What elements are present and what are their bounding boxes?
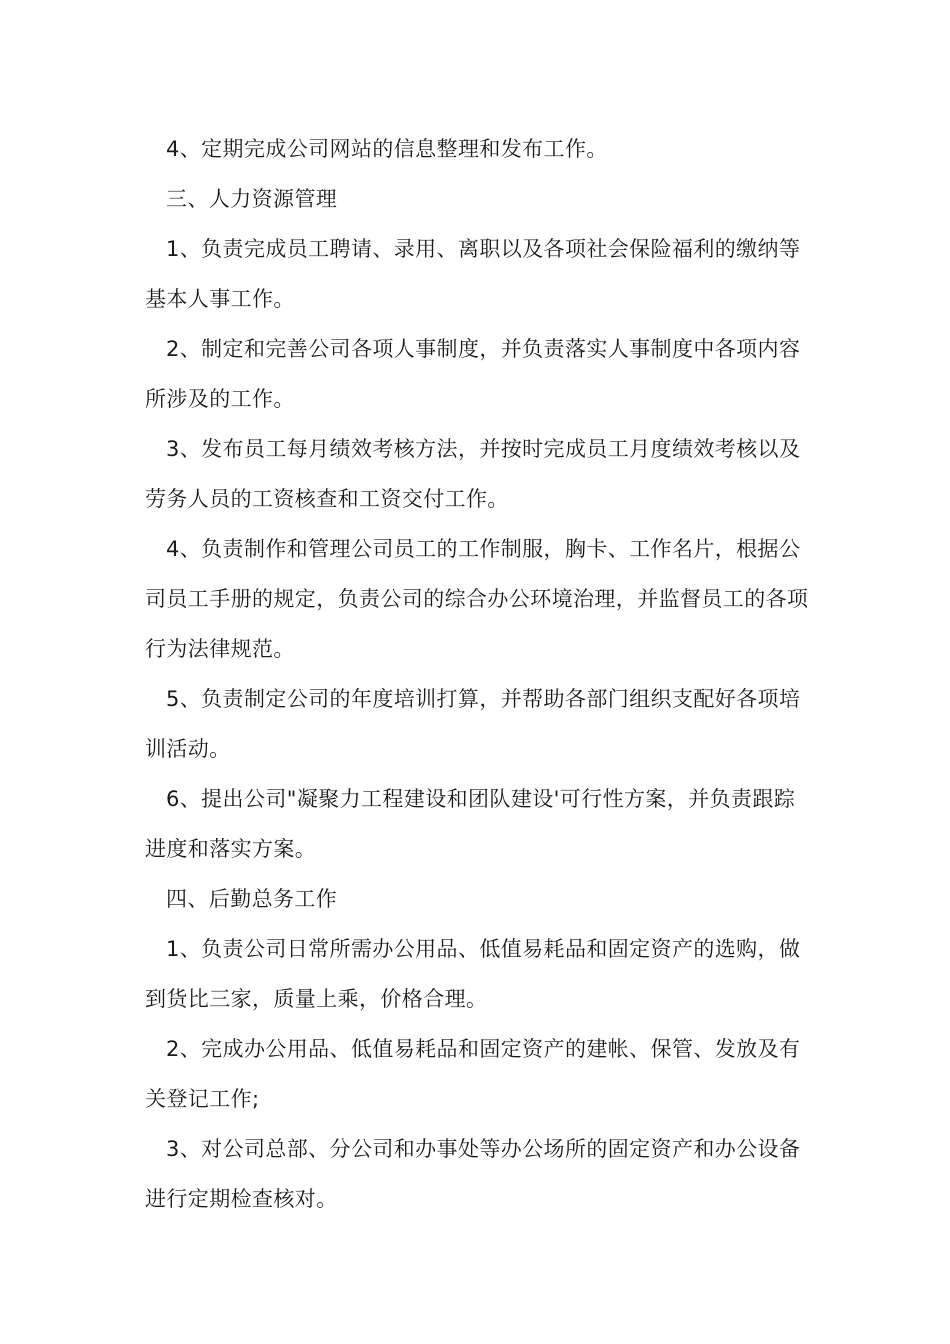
paragraph-logistics-2: 2、完成办公用品、低值易耗品和固定资产的建帐、保管、发放及有关登记工作; xyxy=(145,1037,801,1111)
paragraph-logistics-1: 1、负责公司日常所需办公用品、低值易耗品和固定资产的选购，做到货比三家，质量上乘，价格合理。 xyxy=(145,937,801,1011)
section-heading-logistics: 四、后勤总务工作 xyxy=(166,887,338,911)
section-heading-hr: 三、人力资源管理 xyxy=(166,187,338,211)
document-body xyxy=(145,124,810,1224)
paragraph-hr-2: 2、制定和完善公司各项人事制度，并负责落实人事制度中各项内容所涉及的工作。 xyxy=(145,337,801,411)
paragraph-hr-3: 3、发布员工每月绩效考核方法，并按时完成员工月度绩效考核以及劳务人员的工资核查和工资交付工作。 xyxy=(145,437,801,511)
paragraph-hr-4: 4、负责制作和管理公司员工的工作制服，胸卡、工作名片，根据公司员工手册的规定，负责公司的综合办公环境治理，并监督员工的各项行为法律规范。 xyxy=(145,537,809,661)
paragraph-hr-1: 1、负责完成员工聘请、录用、离职以及各项社会保险福利的缴纳等基本人事工作。 xyxy=(145,237,801,311)
paragraph-logistics-3: 3、对公司总部、分公司和办事处等办公场所的固定资产和办公设备进行定期检查核对。 xyxy=(145,1137,801,1211)
paragraph-hr-6: 6、提出公司"凝聚力工程建设和团队建设'可行性方案，并负责跟踪进度和落实方案。 xyxy=(145,787,796,861)
paragraph-hr-5: 5、负责制定公司的年度培训打算，并帮助各部门组织支配好各项培训活动。 xyxy=(145,687,801,761)
paragraph-item-4-website: 4、定期完成公司网站的信息整理和发布工作。 xyxy=(166,137,608,161)
